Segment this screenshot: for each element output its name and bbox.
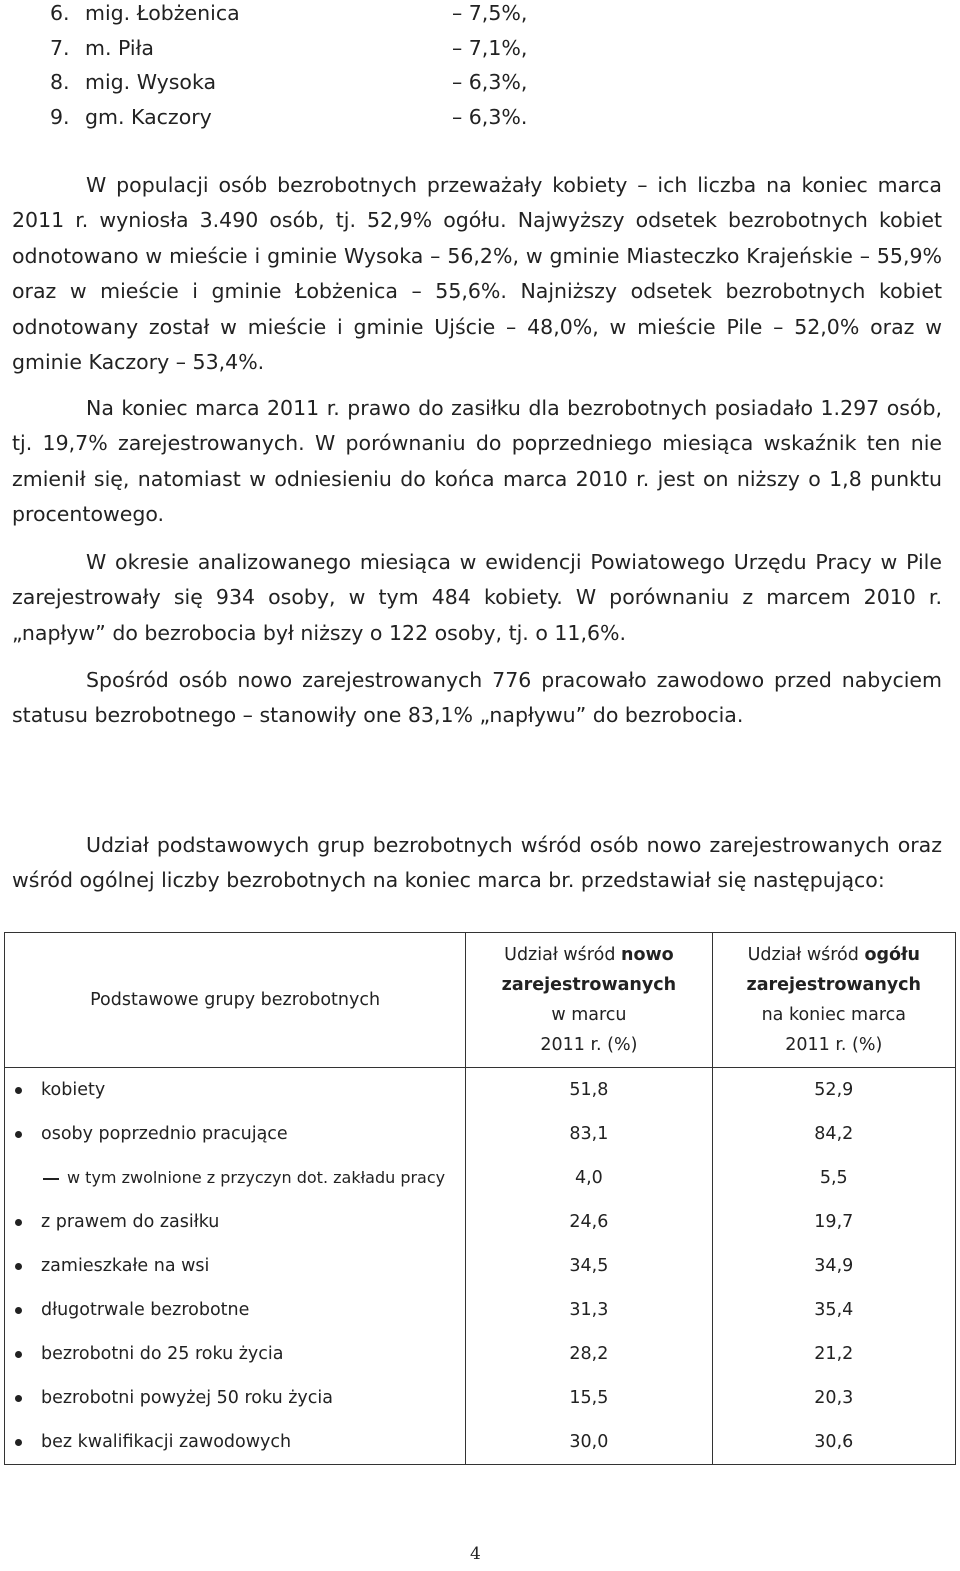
table-row [5, 1420, 956, 1465]
paragraph-benefit-right: Na koniec marca 2011 r. prawo do zasiłku dla bezrobotnych posiadało 1.297 osób, tj. 19,7% zarejestrowanych. W porównaniu do poprzedniego miesiąca wskaźnik ten nie zmienił się, natomiast w odniesieniu do końca marca 2010 r. jest on niższy o 1,8 punktu procentowego. [12, 396, 942, 527]
row-value-new: 4,0 [466, 1156, 712, 1200]
ranking-list [50, 0, 570, 138]
table-row [5, 1288, 956, 1332]
bullet-icon [15, 1439, 22, 1446]
row-value-new: 24,6 [466, 1200, 712, 1244]
page-number: 4 [470, 1544, 481, 1564]
paragraph-women-unemployed: W populacji osób bezrobotnych przeważały kobiety – ich liczba na koniec marca 2011 r. wyniosła 3.490 osób, tj. 52,9% ogółu. Najwyższy odsetek bezrobotnych kobiet odnotowano w mieście i gminie Wysoka – 56,2%, w gminie Miasteczko Krajeńskie – 55,9% oraz w mieście i gminie Łobżenica – 55,6%. Najniższy odsetek bezrobotnych kobiet odnotowany został w mieście i gminie Ujście – 48,0%, w mieście Pile – 52,0% oraz w gminie Kaczory – 53,4%. [12, 173, 942, 375]
unemployed-groups-table [4, 932, 956, 1465]
row-value-new: 31,3 [466, 1288, 712, 1332]
table-row [5, 1376, 956, 1420]
row-label: długotrwale bezrobotne [5, 1288, 466, 1332]
row-value-new: 34,5 [466, 1244, 712, 1288]
table-header-row [5, 933, 956, 1068]
table-row [5, 1200, 956, 1244]
header-new-registered: Udział wśród nowo zarejestrowanych w marcu 2011 r. (%) [466, 933, 712, 1068]
bullet-icon [15, 1087, 22, 1094]
groups-table-wrapper [4, 932, 956, 1465]
row-value-total: 35,4 [712, 1288, 955, 1332]
row-value-total: 5,5 [712, 1156, 955, 1200]
table-row [5, 1332, 956, 1376]
row-label: bez kwalifikacji zawodowych [5, 1420, 466, 1465]
header-groups: Podstawowe grupy bezrobotnych [5, 933, 466, 1068]
bullet-icon [15, 1351, 22, 1358]
ranking-item: 8. mig. Wysoka – 6,3%, [50, 70, 528, 94]
bullet-icon [15, 1307, 22, 1314]
row-value-new: 30,0 [466, 1420, 712, 1465]
row-value-total: 20,3 [712, 1376, 955, 1420]
row-label: osoby poprzednio pracujące [5, 1112, 466, 1156]
row-label: kobiety [5, 1068, 466, 1113]
paragraph-previously-working: Spośród osób nowo zarejestrowanych 776 pracowało zawodowo przed nabyciem statusu bezrobotnego – stanowiły one 83,1% „napływu” do bezrobocia. [12, 668, 942, 728]
row-value-total: 21,2 [712, 1332, 955, 1376]
bullet-icon [15, 1219, 22, 1226]
bullet-icon [15, 1395, 22, 1402]
row-label: bezrobotni powyżej 50 roku życia [5, 1376, 466, 1420]
ranking-item: 9. gm. Kaczory – 6,3%. [50, 104, 528, 129]
row-value-total: 19,7 [712, 1200, 955, 1244]
paragraph-registrations: W okresie analizowanego miesiąca w ewidencji Powiatowego Urzędu Pracy w Pile zarejestrowały się 934 osoby, w tym 484 kobiety. W porównaniu z marcem 2010 r. „napływ” do bezrobocia był niższy o 122 osoby, tj. o 11,6%. [12, 550, 942, 645]
row-value-new: 15,5 [466, 1376, 712, 1420]
bullet-icon [15, 1131, 22, 1138]
ranking-item: 6. mig. Łobżenica – 7,5%, [50, 1, 528, 25]
row-value-new: 28,2 [466, 1332, 712, 1376]
row-label: bezrobotni do 25 roku życia [5, 1332, 466, 1376]
row-value-total: 84,2 [712, 1112, 955, 1156]
bullet-icon [15, 1263, 22, 1270]
table-row [5, 1156, 956, 1200]
row-value-total: 52,9 [712, 1068, 955, 1113]
table-row [5, 1244, 956, 1288]
row-value-total: 34,9 [712, 1244, 955, 1288]
row-label: z prawem do zasiłku [5, 1200, 466, 1244]
row-value-total: 30,6 [712, 1420, 955, 1465]
header-total-registered: Udział wśród ogółu zarejestrowanych na koniec marca 2011 r. (%) [712, 933, 955, 1068]
row-label: w tym zwolnione z przyczyn dot. zakładu pracy [5, 1156, 466, 1200]
dash-icon [43, 1178, 59, 1180]
row-value-new: 83,1 [466, 1112, 712, 1156]
table-row [5, 1112, 956, 1156]
row-label: zamieszkałe na wsi [5, 1244, 466, 1288]
paragraph-table-intro: Udział podstawowych grup bezrobotnych wśród osób nowo zarejestrowanych oraz wśród ogólnej liczby bezrobotnych na koniec marca br. przedstawiał się następująco: [12, 833, 942, 893]
table-row [5, 1068, 956, 1113]
row-value-new: 51,8 [466, 1068, 712, 1113]
ranking-item: 7. m. Piła – 7,1%, [50, 35, 528, 60]
